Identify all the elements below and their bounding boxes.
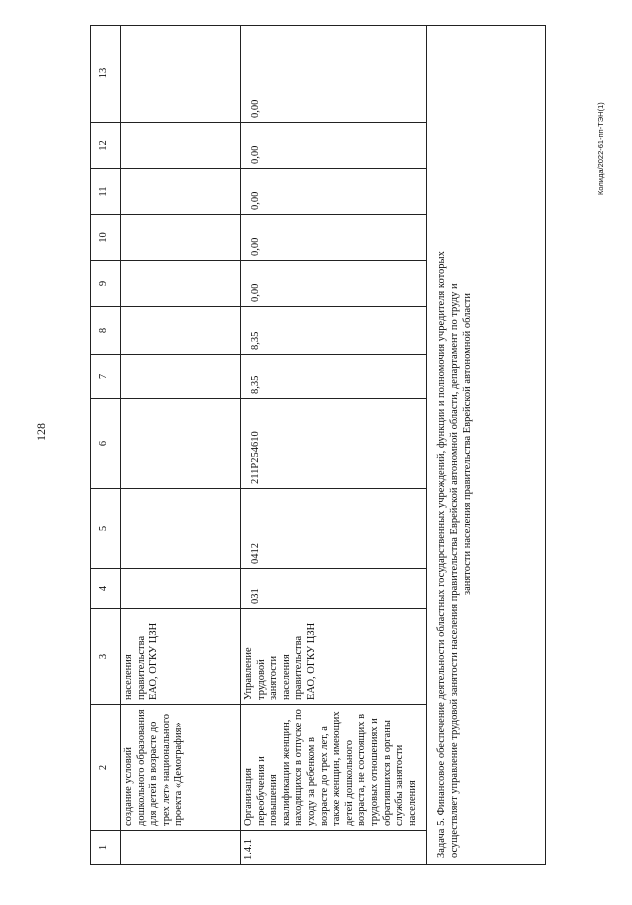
header-col-7: 7 <box>91 354 120 398</box>
cell-empty <box>120 260 240 306</box>
header-col-11: 11 <box>91 168 120 214</box>
cell-measure-name: создание условий дошкольного образования для детей в возрасте до трех лет» национального проекта «Демография» <box>120 704 240 830</box>
task-5-line-2: осуществляет управление трудовой занятости населения правительства Еврейской автономной области, департамент по труду и <box>449 283 460 858</box>
task-5-row <box>427 24 547 864</box>
page-number: 128 <box>34 423 48 441</box>
header-col-12: 12 <box>91 122 120 168</box>
cell-year-amount: 0,00 <box>250 99 261 118</box>
header-col-8: 8 <box>91 306 120 354</box>
cell-item-number: 1.4.1 <box>240 830 426 864</box>
cell-empty <box>120 398 240 488</box>
header-col-4: 4 <box>91 568 120 608</box>
budget-table <box>90 25 546 865</box>
header-col-5: 5 <box>91 488 120 568</box>
cell-responsible: Управление трудовой занятости населения правительства ЕАО, ОГКУ ЦЗН <box>240 608 426 704</box>
table-row-1-4-1 <box>240 26 427 864</box>
cell-empty <box>120 306 240 354</box>
cell-empty <box>120 214 240 260</box>
header-col-2: 2 <box>91 704 120 830</box>
cell-empty <box>120 168 240 214</box>
cell-year-amount: 0,00 <box>240 168 426 214</box>
cell-year-amount: 0,00 <box>240 214 426 260</box>
cell-grbs-code: 031 <box>240 568 426 608</box>
document-code: Колида/2022-61-пп-ТЭН(1) <box>596 102 605 195</box>
table-row-continuation <box>120 26 241 864</box>
header-col-9: 9 <box>91 260 120 306</box>
header-col-1: 1 <box>91 830 120 864</box>
cell-empty <box>120 568 240 608</box>
cell-empty <box>120 830 240 864</box>
task-5-line-1: Задача 5. Финансовое обеспечение деятельности областных государственных учреждений, функции и полномочия учредителя которых <box>436 251 447 858</box>
cell-section-code: 0412 <box>240 488 426 568</box>
header-col-13: 13 <box>98 67 109 79</box>
cell-year-amount: 0,00 <box>240 260 426 306</box>
cell-year-amount: 0,00 <box>240 122 426 168</box>
cell-empty <box>120 488 240 568</box>
header-col-10: 10 <box>91 214 120 260</box>
header-col-6: 6 <box>91 398 120 488</box>
cell-empty <box>120 24 240 122</box>
cell-measure-name: Организация переобучения и повышения квалификации женщин, находящихся в отпуске по уходу за ребенком в возрасте до трех лет, а также женщин, имеющих детей дошкольного возраста, не состоящих в трудовых отношениях и обратившихся в органы службы занятости населения <box>240 704 426 830</box>
cell-year-amount: 8,35 <box>240 306 426 354</box>
cell-responsible: населения правительства ЕАО, ОГКУ ЦЗН <box>120 608 240 704</box>
cell-empty <box>120 354 240 398</box>
cell-target-article: 211P254610 <box>240 398 426 488</box>
cell-total-amount: 8,35 <box>240 354 426 398</box>
cell-empty <box>120 122 240 168</box>
header-col-3: 3 <box>91 608 120 704</box>
task-5-line-3: занятости населения правительства Еврейской автономной области <box>462 293 473 595</box>
rotated-page-content <box>90 25 578 865</box>
table-header-row <box>91 26 121 864</box>
